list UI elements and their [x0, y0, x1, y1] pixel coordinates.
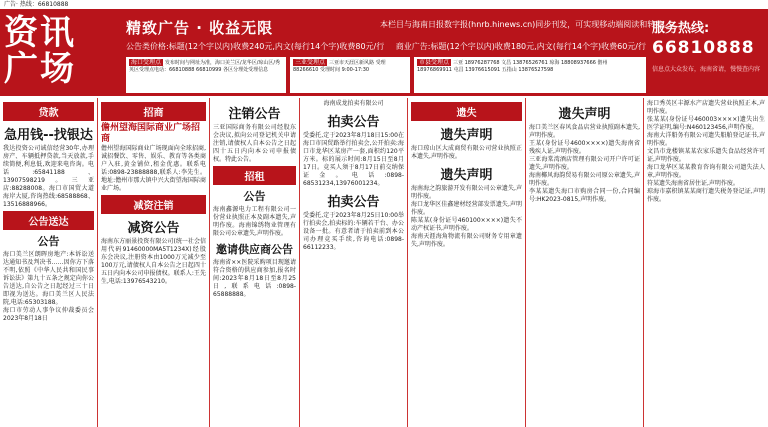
info-text-3: 三亚 18976287768 文昌 13876526761 琼海 18808937666 儋州 18976869911 屯昌 13976615091 五指山 13876527598 — [417, 60, 608, 73]
lost-item: 陈某某(身份证号460100××××)遗失不动产权证书,声明作废。 — [411, 217, 522, 232]
hotline-sub: 信息点大众发布，海南省请，慢慢查内容 — [651, 66, 760, 73]
lost-item: 海南天涯海角物流有限公司财务专用章遗失,声明作废。 — [411, 233, 522, 248]
lost-item: 海口琼山区大成商贸有限公司营业执照正本遗失,声明作废。 — [411, 145, 522, 160]
header-banner — [0, 9, 768, 96]
column-lost-2 — [526, 98, 644, 427]
column-loans — [0, 98, 98, 427]
auction-text-2: 受委托,定于2023年8月25日10:00举行拍卖会,拍卖标的:车辆若干台、办公设备一批。有意者请于拍卖前到本公司办理竞买手续,咨询电话:0898-66112233。 — [303, 212, 404, 251]
section-bar-investment: 招商 — [101, 102, 206, 121]
hotline-number: 66810888 — [651, 38, 755, 58]
auction-company: 海南成龙拍卖有限公司 — [323, 100, 384, 107]
lost-item: 海南海之韵旅游开发有限公司公章遗失,声明作废。 — [411, 185, 522, 200]
notice-text: 海口美兰区朗晖房地产:本诉讼送达通知书及判决书……因你方下落不明,依照《中华人民共和国民事诉讼法》第九十五条之规定向你公告送达,自公告之日起经过三十日即视为送达。海口美兰区人民法院,电话:65303188。 — [3, 251, 94, 306]
column-investment — [98, 98, 210, 427]
price-left: 公告类价格:标题(12个字以内)收费240元,内文(每行14个字)收费80元/行 — [126, 42, 385, 51]
ad-columns — [0, 98, 768, 427]
info-text-1: 发布时间与网址为准，海口美兰区/龙华区/琼山区/秀英区受理点电话：66810888 66810999 各区分理处受理信息 — [129, 60, 281, 73]
lost-item: 海口美兰区春风食品店营业执照副本遗失,声明作废。 — [529, 124, 640, 139]
cancel-title: 注销公告 — [228, 107, 281, 122]
price-right: 商业广告:标题(12个字以内)收费180元,内文(每行14个字)收费60元/行 — [395, 42, 646, 51]
column-lost-3 — [644, 98, 768, 427]
lost-title-3: 遗失声明 — [558, 107, 611, 122]
lost-item: 王某(身份证号4600××××)遗失海南省残疾人证,声明作废。 — [529, 140, 640, 155]
logo-line-1: 资讯 — [4, 13, 76, 53]
hotline-label: 服务热线: — [651, 21, 710, 36]
ad-title-investment: 儋州望海国际商业广场招商 — [101, 123, 201, 144]
lost-item: 海南椰风海韵贸易有限公司原公章遗失,声明作废。 — [529, 172, 640, 187]
info-box-1 — [126, 57, 286, 93]
lost-item: 琼海市嘉积镇某某商行遗失税务登记证,声明作废。 — [647, 188, 765, 203]
rent-text: 海南鑫源电力工程有限公司一份营业执照正本及副本遗失,声明作废。海南锦绣物业管理有限公司公章遗失,声明作废。 — [213, 206, 296, 237]
section-bar-loans: 贷款 — [3, 102, 94, 121]
column-auction — [300, 98, 408, 427]
auction-title-1: 拍卖公告 — [327, 115, 380, 130]
rent-title: 公告 — [243, 190, 266, 203]
ad-title-loan: 急用钱--找银达 — [4, 128, 93, 143]
info-text-2: 三亚市天涯区新风路 受理 88266610 受理时间 9:00-17:30 — [293, 60, 386, 73]
capital-text: 海南东方丽景投资有限公司(统一社会信用代码91460000MA5T1234X)经股东会决议,注册资本由1000万元减少至100万元,请债权人自本公告之日起四十五日内向本公司申报债权。联系人:王先生,电话:13976543210。 — [101, 238, 206, 285]
section-bar-lost: 遗失 — [411, 102, 522, 121]
ad-text-loan: 我达投资公司诚信经营30年,办理房产、车辆抵押贷款,当天放款,手续简便,利息低,欢迎来电咨询。电话:65841188、13907598219。三亚店:88288008。海口市国贸大道海岸大厦,咨询热线:68588868、13516888966。 — [3, 145, 94, 208]
section-bar-capital: 减资注销 — [101, 195, 206, 214]
auction-title-2: 拍卖公告 — [327, 195, 380, 210]
lost-item: 三亚海棠湾酒店管理有限公司开户许可证遗失,声明作废。 — [529, 156, 640, 171]
info-tag-3: 市县受理点 — [419, 59, 450, 66]
lost-item: 海口秀英区丰源水产店遗失营业执照正本,声明作废。 — [647, 100, 765, 115]
notice-footer: 海口市劳动人事争议仲裁委员会 2023年8月18日 — [3, 307, 94, 322]
top-strip: 广告· 热线：66810888 — [0, 0, 768, 9]
lost-item: 张某某(身份证号460003××××)遗失出生医学证明,编号:N460123456,声明作废。 — [647, 116, 765, 131]
lost-title-2: 遗失声明 — [440, 168, 493, 183]
info-tag-2: 三亚受理点 — [295, 59, 326, 66]
section-bar-service: 公告送达 — [3, 211, 94, 230]
info-box-3 — [414, 57, 646, 93]
lost-item: 海南大洋船务有限公司遗失船舶登记证书,声明作废。 — [647, 132, 765, 147]
column-lost-1 — [408, 98, 526, 427]
lost-item: 海口龙华区某某教育咨询有限公司遗失法人章,声明作废。 — [647, 164, 765, 179]
notice: 本栏目与海南日报数字报(hnrb.hinews.cn)同步刊发，可实现移动端阅读和转发。 — [380, 20, 672, 29]
ad-text-investment: 儋州望海国际商业广场现面向全球招商,诚招餐饮、零售、娱乐、教育等各类商户入驻,黄金铺位,租金优惠。联系电话:0898-23888888,联系人:李先生。地址:儋州市那大镇中兴大街望海国际商业广场。 — [101, 145, 206, 192]
auction-text-1: 受委托,定于2023年8月18日15:00在海口市国贸路举行拍卖会,公开拍卖:海口市龙华区某房产一套,面积约120平方米。标的展示时间:8月15日至8月17日。竞买人须于8月17日前交纳保证金。电话:0898-68531234,13976001234。 — [303, 132, 404, 187]
supplier-text: 海南省××医院采购项目现邀请符合资格的供应商参加,报名时间:2023年8月18日至8月25日,联系电话:0898-65888888。 — [213, 259, 296, 298]
lost-item: 文昌市龙楼镇某某农家乐遗失食品经营许可证,声明作废。 — [647, 148, 765, 163]
lost-item: 符某遗失海南省居住证,声明作废。 — [647, 180, 739, 187]
info-tag-1: 海口受理点 — [131, 59, 162, 66]
notice-title: 公告 — [37, 235, 60, 248]
section-bar-rent: 招租 — [213, 166, 296, 185]
supplier-title: 邀请供应商公告 — [216, 243, 293, 256]
logo — [4, 15, 112, 93]
lost-item: 李某某遗失海口市购房合同一份,合同编号:HK2023-0815,声明作废。 — [529, 188, 640, 203]
info-box-2 — [290, 57, 410, 93]
hotline — [652, 17, 760, 73]
lost-title-1: 遗失声明 — [440, 128, 493, 143]
slogan: 精致广告 · 收益无限 — [126, 19, 274, 37]
lost-item: 海口龙华区佳鑫建材经营部发票遗失,声明作废。 — [411, 201, 522, 216]
cancel-text: 三亚国际商务有限公司经股东会决议,拟向公司登记机关申请注销,请债权人自本公告之日起四十五日内向本公司申报债权。特此公告。 — [213, 124, 296, 163]
column-notices — [210, 98, 300, 427]
price-bar — [126, 41, 646, 52]
capital-title: 减资公告 — [127, 221, 180, 236]
logo-line-2: 广场 — [4, 49, 76, 89]
